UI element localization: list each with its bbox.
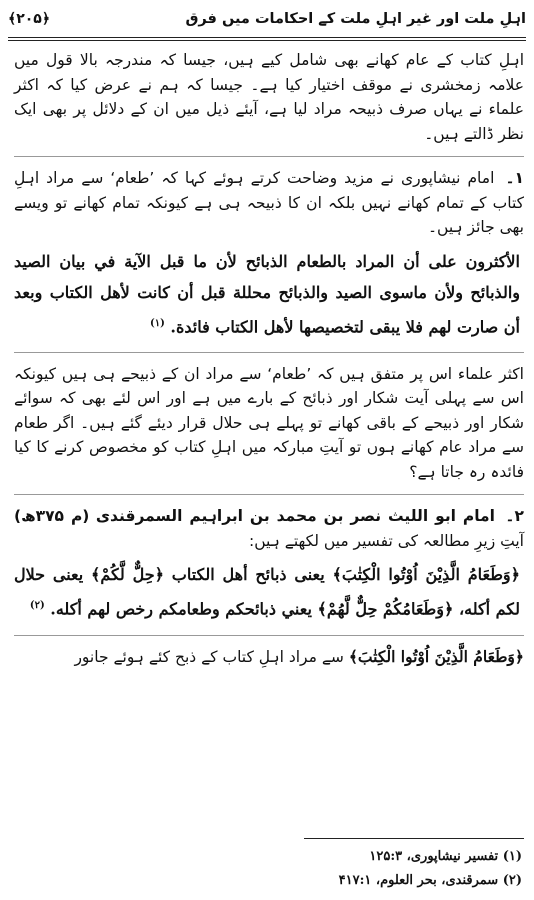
item-1-number: ۱۔ (505, 169, 525, 187)
intro-paragraph: اہلِ کتاب کے عام کھانے بھی شامل کیے ہیں، جیسا کہ مندرجہ بالا قول میں علامہ زمخشری نے موقف اختیار کیا ہے۔ جیسا کہ ہم نے عرض کیا کہ اکثر علماء نے یہاں صرف ذبیحہ مراد لیا ہے، آیئے ذیل میں ان کے دلائل پر بھی ایک نظر ڈالتے ہیں۔ (14, 51, 524, 143)
arabic-quote-2-part-2: يعنى حلال لكم أكله، (14, 565, 520, 619)
arabic-quote-2-part-1: يعنى ذبائح أهل الكتاب (171, 565, 325, 585)
divider (14, 156, 524, 157)
page-number: ﴿۲۰۵﴾ (8, 11, 51, 27)
item-2-text: آیتِ زیرِ مطالعہ کی تفسیر میں لکھتے ہیں: (249, 531, 524, 550)
item-1-text: امام نیشاپوری نے مزید وضاحت کرتے ہوئے کہا کہ ’طعام‘ سے مراد اہلِ کتاب کے تمام کھانے نہیں بلکہ ان کا ذبیحہ ہی ہے کیونکہ تمام کھانے تو ویسے بھی جائز ہیں۔ (14, 169, 524, 236)
item-2-number: ۲۔ (505, 507, 524, 526)
arabic-quote-1-text: الأكثرون على أن المراد بالطعام الذبائح لأن ما قبل الآية في بيان الصيد والذبائح ولأن ماسوى الصيد والذبائح محللة قبل أن كانت لأهل الكتاب وبعد أن صارت لهم فلا يبقى لتخصيصها لأهل الكتاب فائدة. (14, 251, 520, 336)
page-header (8, 4, 526, 34)
urdu-translation-2-text: سے مراد اہلِ کتاب کے ذبح کئے ہوئے جانور (74, 647, 344, 666)
footnote-1: (۱) تفسير نيشاپوری، ۱۲۵:۳ (369, 849, 522, 864)
divider (14, 494, 524, 495)
footnote-rule (304, 838, 524, 839)
footnote-ref-1: (۱) (149, 317, 165, 329)
quran-fragment-4: ﴿وَطَعَامُ الَّذِيْنَ اُوْتُوا الْكِتٰبَ﴾ (348, 646, 524, 666)
page-body (14, 48, 524, 669)
divider (14, 635, 524, 636)
item-1 (14, 166, 524, 240)
footnote-ref-2: (۲) (29, 600, 45, 612)
urdu-translation-1: اکثر علماء اس پر متفق ہیں کہ ’طعام‘ سے مراد ان کے ذبیحے ہی ہیں کیونکہ اس سے پہلی آیت شکار اور ذبائح کے بارے میں ہے اور اس لئے بھی کہ سوائے شکار اور ذبیحے کے باقی کھانے تو پہلے ہی حلال قرار دیئے گئے ہیں۔ اگر طعام سے مراد عام کھانے ہوں تو آیتِ مبارکہ میں اہلِ کتاب کو مخصوص کرنے کا کیا فائدہ رہ جاتا ہے؟ (14, 364, 524, 481)
header-rule-double (8, 40, 526, 41)
quran-fragment-2: ﴿حِلٌّ لَّكُمْ﴾ (91, 565, 164, 585)
item-2-scholar-name: امام ابو اللیث نصر بن محمد بن ابراہیم السمرقندی (95, 507, 495, 526)
item-2 (14, 504, 524, 553)
arabic-quote-1 (14, 246, 524, 342)
divider (14, 352, 524, 353)
running-title: اہلِ ملت اور غیر اہلِ ملت کے احکامات میں فرق (185, 11, 526, 27)
footnote-2: (۲) سمرقندی، بحر العلوم، ۴۱۷:۱ (338, 873, 522, 888)
footnotes (14, 845, 522, 893)
quran-fragment-3: ﴿وَطَعَامُكُمْ حِلٌّ لَّهُمْ﴾ (317, 599, 454, 619)
quran-fragment-1: ﴿وَطَعَامُ الَّذِيْنَ اُوْتُوا الْكِتٰبَ﴾ (332, 565, 521, 585)
arabic-quote-2 (14, 559, 524, 624)
header-rule (8, 37, 526, 38)
urdu-translation-2 (14, 645, 524, 670)
arabic-quote-2-part-3: يعني ذبائحكم وطعامكم رخص لهم أكله. (50, 599, 312, 619)
item-2-date: (م ۳۷۵ھ) (14, 507, 90, 526)
